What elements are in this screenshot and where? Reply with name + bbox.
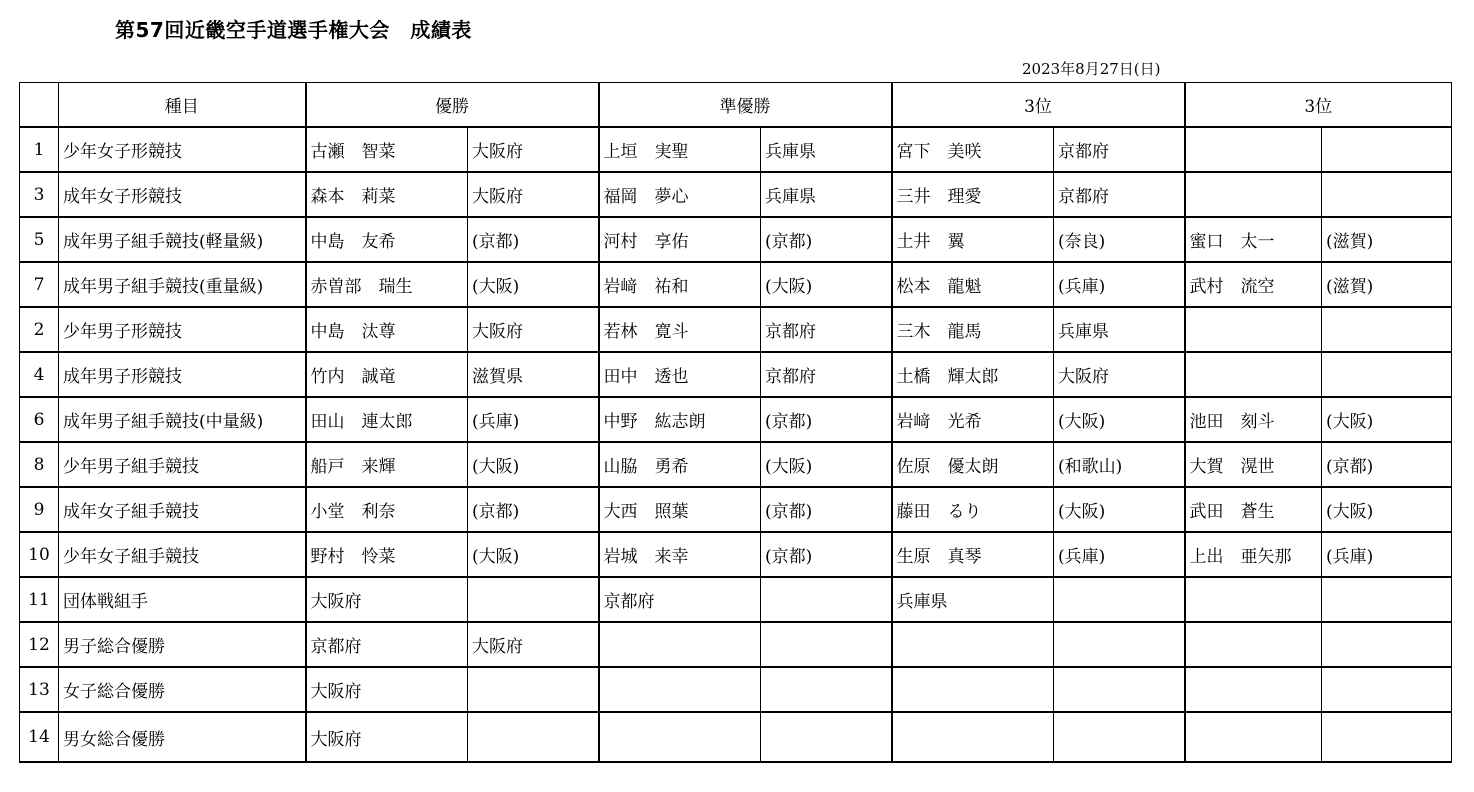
third-b-prefecture: (滋賀): [1322, 262, 1452, 307]
winner-prefecture: (大阪): [468, 532, 599, 577]
runner-up-prefecture: 京都府: [761, 352, 892, 397]
row-number: 14: [20, 712, 59, 762]
event-name: 団体戦組手: [59, 577, 306, 622]
third-a-name: 岩﨑 光希: [892, 397, 1054, 442]
winner-name: 野村 怜菜: [306, 532, 468, 577]
third-a-prefecture: [1054, 667, 1185, 712]
runner-up-name: 若林 寛斗: [599, 307, 761, 352]
runner-up-prefecture: 兵庫県: [761, 172, 892, 217]
runner-up-name: 福岡 夢心: [599, 172, 761, 217]
third-a-name: [892, 622, 1054, 667]
third-a-name: 兵庫県: [892, 577, 1054, 622]
winner-prefecture: (大阪): [468, 262, 599, 307]
header-event: 種目: [59, 83, 306, 128]
runner-up-prefecture: [761, 577, 892, 622]
results-table: [19, 82, 1452, 763]
header-runner-up: 準優勝: [599, 83, 892, 128]
header-winner: 優勝: [306, 83, 599, 128]
winner-prefecture: [468, 667, 599, 712]
third-b-name: 上出 亜矢那: [1185, 532, 1322, 577]
third-a-name: 藤田 るり: [892, 487, 1054, 532]
third-b-name: [1185, 307, 1322, 352]
row-number: 13: [20, 667, 59, 712]
third-b-name: [1185, 667, 1322, 712]
table-row: [20, 397, 1452, 442]
header-third-b: 3位: [1185, 83, 1452, 128]
event-name: 少年女子形競技: [59, 127, 306, 172]
winner-name: 田山 連太郎: [306, 397, 468, 442]
runner-up-prefecture: 京都府: [761, 307, 892, 352]
third-b-name: [1185, 622, 1322, 667]
winner-prefecture: [468, 577, 599, 622]
third-a-prefecture: 京都府: [1054, 127, 1185, 172]
third-b-name: 大賀 滉世: [1185, 442, 1322, 487]
table-row: [20, 667, 1452, 712]
header-third-a: 3位: [892, 83, 1185, 128]
row-number: 8: [20, 442, 59, 487]
third-b-prefecture: (兵庫): [1322, 532, 1452, 577]
third-b-prefecture: [1322, 667, 1452, 712]
third-a-prefecture: [1054, 712, 1185, 762]
runner-up-prefecture: (京都): [761, 532, 892, 577]
event-name: 成年男子組手競技(重量級): [59, 262, 306, 307]
third-a-prefecture: (大阪): [1054, 397, 1185, 442]
runner-up-name: 大西 照葉: [599, 487, 761, 532]
third-b-name: 蜜口 太一: [1185, 217, 1322, 262]
third-b-prefecture: [1322, 622, 1452, 667]
third-b-prefecture: (大阪): [1322, 397, 1452, 442]
winner-name: 古瀬 智菜: [306, 127, 468, 172]
third-a-name: 土井 翼: [892, 217, 1054, 262]
row-number: 5: [20, 217, 59, 262]
row-number: 7: [20, 262, 59, 307]
row-number: 11: [20, 577, 59, 622]
runner-up-name: 岩﨑 祐和: [599, 262, 761, 307]
third-a-name: 宮下 美咲: [892, 127, 1054, 172]
winner-prefecture: (兵庫): [468, 397, 599, 442]
third-b-prefecture: [1322, 712, 1452, 762]
runner-up-prefecture: (京都): [761, 487, 892, 532]
winner-name: 京都府: [306, 622, 468, 667]
winner-name: 中島 友希: [306, 217, 468, 262]
table-row: [20, 532, 1452, 577]
header-row: [20, 83, 1452, 128]
table-row: [20, 577, 1452, 622]
third-a-prefecture: 大阪府: [1054, 352, 1185, 397]
event-name: 成年男子組手競技(中量級): [59, 397, 306, 442]
winner-name: 赤曽部 瑞生: [306, 262, 468, 307]
third-b-name: 池田 刻斗: [1185, 397, 1322, 442]
winner-name: 竹内 誠竜: [306, 352, 468, 397]
third-a-prefecture: (大阪): [1054, 487, 1185, 532]
runner-up-name: [599, 712, 761, 762]
third-a-prefecture: 兵庫県: [1054, 307, 1185, 352]
third-b-name: 武村 流空: [1185, 262, 1322, 307]
third-a-prefecture: (奈良): [1054, 217, 1185, 262]
third-b-name: [1185, 127, 1322, 172]
winner-prefecture: (京都): [468, 487, 599, 532]
runner-up-prefecture: (京都): [761, 217, 892, 262]
third-b-prefecture: [1322, 127, 1452, 172]
page-title: 第57回近畿空手道選手権大会 成績表: [115, 18, 472, 42]
table-row: [20, 217, 1452, 262]
winner-name: 船戸 来輝: [306, 442, 468, 487]
event-name: 少年男子形競技: [59, 307, 306, 352]
results-body: [20, 127, 1452, 762]
third-b-name: [1185, 712, 1322, 762]
third-a-name: 三木 龍馬: [892, 307, 1054, 352]
table-row: [20, 307, 1452, 352]
row-number: 4: [20, 352, 59, 397]
third-b-prefecture: [1322, 577, 1452, 622]
runner-up-name: 田中 透也: [599, 352, 761, 397]
event-name: 男女総合優勝: [59, 712, 306, 762]
table-row: [20, 622, 1452, 667]
runner-up-prefecture: (大阪): [761, 442, 892, 487]
third-b-prefecture: [1322, 172, 1452, 217]
winner-prefecture: 大阪府: [468, 622, 599, 667]
runner-up-prefecture: [761, 622, 892, 667]
table-row: [20, 712, 1452, 762]
third-a-prefecture: (和歌山): [1054, 442, 1185, 487]
row-number: 1: [20, 127, 59, 172]
table-row: [20, 172, 1452, 217]
table-row: [20, 487, 1452, 532]
winner-name: 大阪府: [306, 667, 468, 712]
runner-up-name: 山脇 勇希: [599, 442, 761, 487]
third-a-prefecture: [1054, 622, 1185, 667]
winner-prefecture: (大阪): [468, 442, 599, 487]
runner-up-name: 岩城 来幸: [599, 532, 761, 577]
winner-name: 大阪府: [306, 577, 468, 622]
event-name: 成年女子形競技: [59, 172, 306, 217]
third-a-name: 佐原 優太朗: [892, 442, 1054, 487]
third-b-name: [1185, 172, 1322, 217]
event-name: 少年女子組手競技: [59, 532, 306, 577]
runner-up-prefecture: (京都): [761, 397, 892, 442]
third-a-prefecture: 京都府: [1054, 172, 1185, 217]
row-number: 9: [20, 487, 59, 532]
third-b-prefecture: [1322, 352, 1452, 397]
third-a-prefecture: (兵庫): [1054, 532, 1185, 577]
winner-name: 大阪府: [306, 712, 468, 762]
runner-up-name: 中野 紘志朗: [599, 397, 761, 442]
third-a-name: 松本 龍魁: [892, 262, 1054, 307]
runner-up-prefecture: [761, 667, 892, 712]
winner-prefecture: 大阪府: [468, 127, 599, 172]
runner-up-name: [599, 622, 761, 667]
runner-up-name: 上垣 実聖: [599, 127, 761, 172]
winner-name: 森本 莉菜: [306, 172, 468, 217]
row-number: 10: [20, 532, 59, 577]
winner-prefecture: (京都): [468, 217, 599, 262]
third-a-name: [892, 712, 1054, 762]
third-b-prefecture: [1322, 307, 1452, 352]
third-a-prefecture: [1054, 577, 1185, 622]
third-a-name: 土橋 輝太郎: [892, 352, 1054, 397]
runner-up-name: 河村 享佑: [599, 217, 761, 262]
third-b-prefecture: (大阪): [1322, 487, 1452, 532]
table-row: [20, 442, 1452, 487]
row-number: 3: [20, 172, 59, 217]
winner-name: 小堂 利奈: [306, 487, 468, 532]
third-b-name: [1185, 352, 1322, 397]
event-name: 男子総合優勝: [59, 622, 306, 667]
event-name: 少年男子組手競技: [59, 442, 306, 487]
third-a-name: [892, 667, 1054, 712]
winner-name: 中島 汰尊: [306, 307, 468, 352]
event-name: 成年男子組手競技(軽量級): [59, 217, 306, 262]
third-b-name: [1185, 577, 1322, 622]
runner-up-name: [599, 667, 761, 712]
runner-up-prefecture: [761, 712, 892, 762]
table-row: [20, 352, 1452, 397]
runner-up-name: 京都府: [599, 577, 761, 622]
runner-up-prefecture: (大阪): [761, 262, 892, 307]
third-a-name: 三井 理愛: [892, 172, 1054, 217]
event-name: 女子総合優勝: [59, 667, 306, 712]
runner-up-prefecture: 兵庫県: [761, 127, 892, 172]
winner-prefecture: 大阪府: [468, 172, 599, 217]
third-b-prefecture: (滋賀): [1322, 217, 1452, 262]
table-row: [20, 262, 1452, 307]
event-name: 成年男子形競技: [59, 352, 306, 397]
row-number: 12: [20, 622, 59, 667]
row-number: 6: [20, 397, 59, 442]
winner-prefecture: 大阪府: [468, 307, 599, 352]
third-b-name: 武田 蒼生: [1185, 487, 1322, 532]
winner-prefecture: [468, 712, 599, 762]
winner-prefecture: 滋賀県: [468, 352, 599, 397]
header-no: [20, 83, 59, 128]
event-name: 成年女子組手競技: [59, 487, 306, 532]
row-number: 2: [20, 307, 59, 352]
third-b-prefecture: (京都): [1322, 442, 1452, 487]
third-a-name: 生原 真琴: [892, 532, 1054, 577]
table-row: [20, 127, 1452, 172]
event-date: 2023年8月27日(日): [1022, 60, 1161, 78]
third-a-prefecture: (兵庫): [1054, 262, 1185, 307]
